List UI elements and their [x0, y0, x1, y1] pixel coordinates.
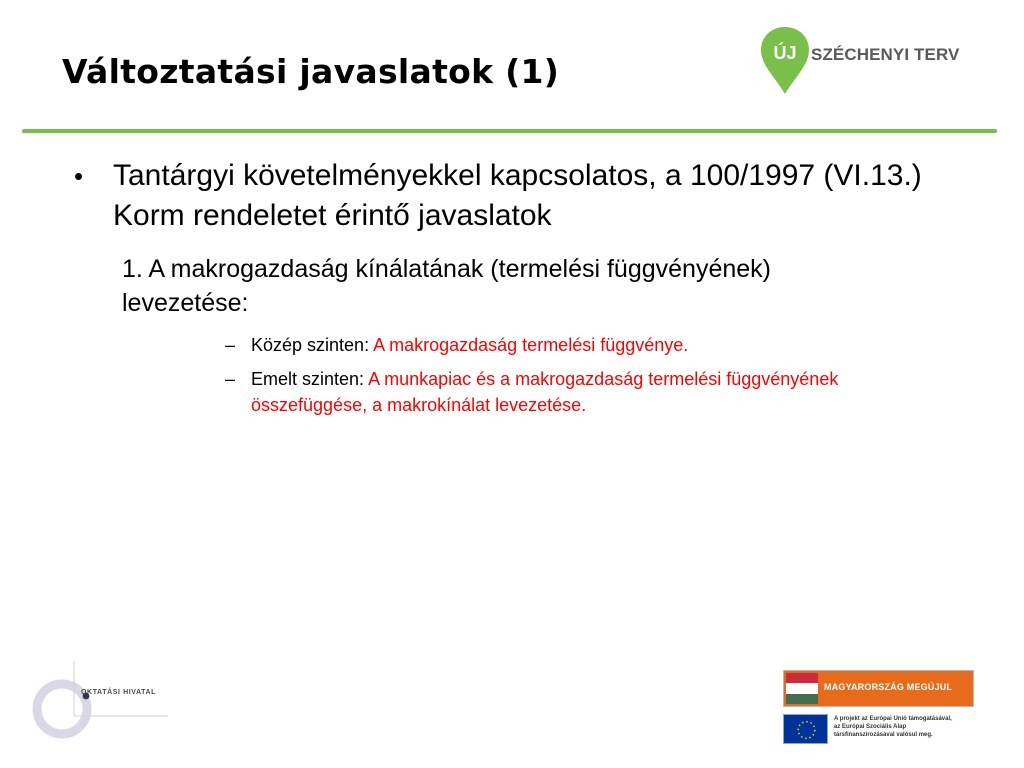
dash-icon: – [225, 369, 236, 389]
slide-content [70, 156, 970, 418]
hungarian-flag-icon [786, 673, 818, 704]
magyarorszag-megujul-badge [783, 670, 974, 707]
logo-brand-text: SZÉCHENYI TERV [811, 45, 960, 64]
main-bullet-text: Tantárgyi követelményekkel kapcsolatos, a 100/1997 (VI.13.) Korm rendeletet érintő javaslatok [113, 159, 922, 232]
map-pin-icon [760, 26, 810, 96]
numbered-subpoint-text: 1. A makrogazdaság kínálatának (termelési függvényének) levezetése: [122, 255, 771, 317]
badge-text: MAGYARORSZÁG MEGÚJUL [824, 682, 953, 692]
eu-funding-line: az Európai Szociális Alap [834, 724, 907, 730]
circle-logo-icon [31, 661, 191, 751]
dash-icon: – [225, 335, 236, 355]
logo-mark-text: ÚJ [773, 43, 797, 63]
numbered-subpoint [70, 252, 822, 320]
subitem-emelt [70, 366, 951, 418]
slide-title: Változtatási javaslatok (1) [62, 52, 560, 91]
oktatasi-hivatal-text: OKTATÁSI HIVATAL [81, 689, 157, 696]
eu-flag-icon [783, 714, 828, 744]
subitem-highlight: A makrogazdaság termelési függvénye. [373, 335, 689, 355]
title-divider [22, 129, 997, 133]
bullet-icon: • [74, 161, 84, 191]
subitem-kozep [70, 332, 951, 358]
eu-funding-line: A projekt az Európai Unió támogatásával, [834, 716, 952, 722]
subitem-label: Közép szinten: [251, 335, 374, 355]
szechenyi-terv-logo [760, 26, 980, 96]
eu-funding-block [783, 714, 988, 746]
main-bullet [70, 156, 970, 236]
eu-funding-text [834, 715, 994, 739]
subitem-highlight: A munkapiac és a makrogazdaság termelési függvényének összefüggése, a makrokínálat levezetése. [251, 369, 839, 415]
eu-funding-line: társfinanszírozásával valósul meg. [834, 732, 933, 738]
subitem-label: Emelt szinten: [251, 369, 369, 389]
oktatasi-hivatal-logo [31, 661, 191, 751]
